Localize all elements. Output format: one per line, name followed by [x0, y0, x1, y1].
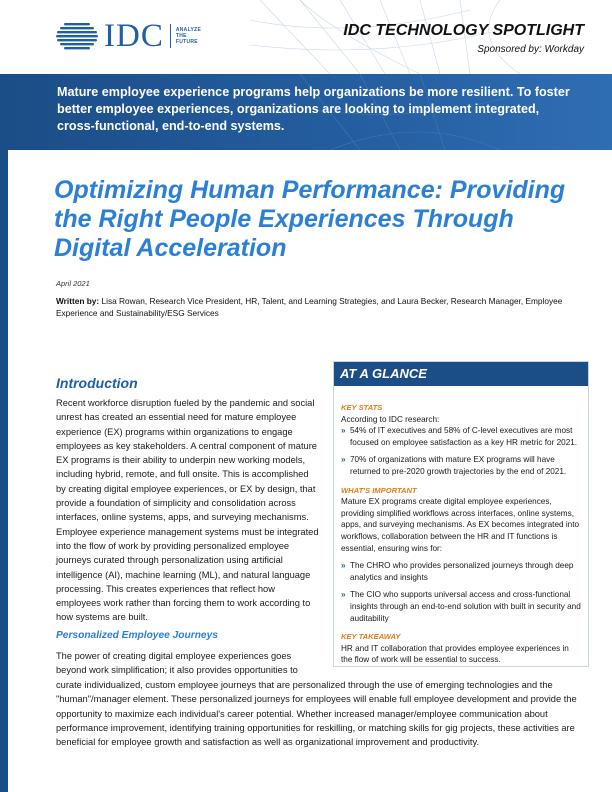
whats-important-item	[341, 589, 581, 624]
at-a-glance-box	[333, 361, 589, 667]
logo-tagline-line: THE	[175, 33, 187, 39]
author-names: Lisa Rowan, Research Vice President, HR, Talent, and Learning Strategies, and Laura Becker, Research Manager, Employee Experience and Sustainability/ESG Services	[56, 296, 563, 318]
key-takeaway-heading: KEY TAKEAWAY	[341, 632, 401, 642]
introduction-heading: Introduction	[56, 375, 138, 391]
whats-important-text: The CHRO who provides personalized journeys through deep analytics and insights	[350, 561, 574, 582]
key-stat-text: 54% of IT executives and 58% of C-level executives are most focused on employee satisfaction as a key HR metric for 2021.	[350, 426, 578, 447]
logo-wordmark: IDC	[104, 18, 164, 54]
key-stat-text: 70% of organizations with mature EX programs will have returned to pre-2020 growth trajectories by the end of 2021.	[350, 455, 567, 476]
at-a-glance-body	[334, 386, 588, 666]
globe-stripes-icon	[56, 22, 98, 50]
publication-date: April 2021	[56, 279, 90, 288]
whats-important-heading: WHAT'S IMPORTANT	[341, 485, 417, 495]
personalized-journeys-heading: Personalized Employee Journeys	[56, 630, 218, 641]
key-stats-intro: According to IDC research:	[341, 414, 440, 424]
whats-important-body: Mature EX programs create digital employee experiences, providing simplified workflows across interfaces, online systems, apps, and surveying mechanisms. As EX becomes integrated into workflows, collaboration between the HR and IT functions is essential, ensuring wins for:	[341, 497, 580, 553]
key-stat-item	[341, 425, 581, 448]
at-a-glance-heading: AT A GLANCE	[334, 362, 588, 386]
spacer	[341, 478, 581, 485]
idc-logo	[56, 18, 202, 54]
banner-text: Mature employee experience programs help organizations be more resilient. To foster better employee experiences, organizations are looking to implement integrated, cross-functional, end-to-end systems.	[57, 85, 570, 133]
whats-important-item	[341, 560, 581, 583]
logo-divider	[170, 24, 171, 48]
logo-tagline-line: FUTURE	[175, 39, 198, 45]
author-line	[56, 295, 596, 319]
key-stats-heading: KEY STATS	[341, 403, 383, 412]
whats-important-text: The CIO who supports universal access and cross-functional insights through an end-to-end solution with built in security and auditability	[350, 590, 581, 623]
sponsor-line: Sponsored by: Workday	[477, 44, 584, 55]
logo-tagline-line: ANALYZE	[175, 27, 202, 33]
bullet-marker: »	[341, 455, 346, 465]
introduction-body: Recent workforce disruption fueled by the pandemic and social unrest has created an essential need for mature employee experience (EX) programs within organizations to engage employees as key stakeholders. A central component of mature EX programs is their ability to underpin new working models, including hybrid, remote, and full onsite. This is accomplished by creating digital employee experiences, or EX by design, that provide a foundation of simplicity and consolidation across interfaces, online systems, apps, and surveying mechanisms. Employee experience management systems must be integrated into the flow of work by providing personalized employee journeys curated through personalization using artificial intelligence (AI), machine learning (ML), and natural language processing. This creates experiences that reflect how employees work rather than forcing them to work according to how systems are built.	[56, 398, 319, 623]
spacer	[341, 624, 581, 631]
logo-tagline	[176, 27, 201, 45]
personalized-journeys-body-part2: curate individualized, custom employee journeys that are personalized through the use of emerging technologies and the "human"/manager element. These personalized journeys for employees will enable full employee development and provide the opportunity to maximize each individual's career potential. Whether increased manager/employee communication about performance improvement, identifying training opportunities for reskilling, or matching skills for gig projects, these activities are beneficial for employee growth and satisfaction as well as organizational improvement and productivity.	[56, 680, 577, 748]
spotlight-title: IDC TECHNOLOGY SPOTLIGHT	[343, 22, 584, 39]
bullet-marker: »	[341, 561, 346, 571]
personalized-journeys-body-part1: The power of creating digital employee experiences goes beyond work simplification; it also provides opportunities to	[56, 651, 298, 676]
bullet-marker: »	[341, 590, 346, 600]
document-title: Optimizing Human Performance: Providing the Right People Experiences Through Digital Acceleration	[54, 176, 566, 262]
page-header	[0, 0, 612, 74]
left-accent-bar	[0, 150, 8, 792]
summary-banner	[0, 74, 612, 150]
bullet-marker: »	[341, 426, 346, 436]
author-label: Written by:	[56, 296, 100, 306]
key-stat-item	[341, 454, 581, 477]
key-takeaway-body: HR and IT collaboration that provides employee experiences in the flow of work will be essential to success.	[341, 643, 569, 665]
